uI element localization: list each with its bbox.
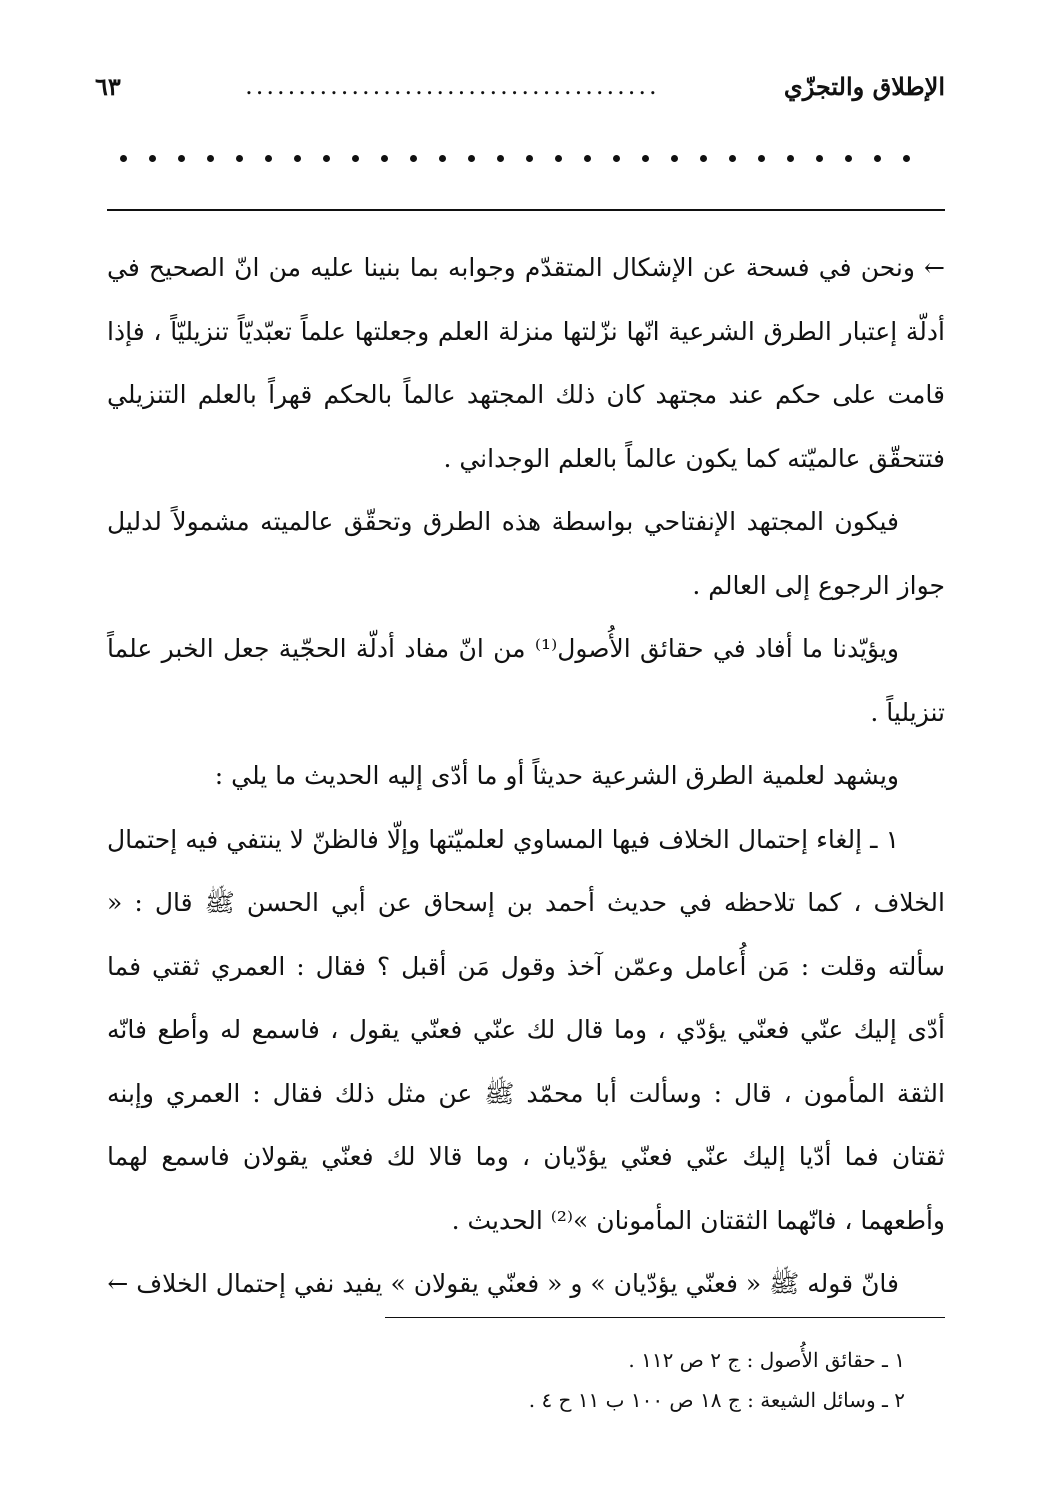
ornament-dot [758, 155, 765, 162]
paragraph: فانّ قوله ﷺ « فعنّي يؤدّيان » و « فعنّي يقولان » يفيد نفي إحتمال الخلاف ← [107, 1269, 899, 1298]
paragraph: ويشهد لعلمية الطرق الشرعية حديثاً أو ما أدّى إليه الحديث ما يلي : [214, 761, 899, 790]
ornament-dot [671, 155, 678, 162]
ornament-dot [178, 155, 185, 162]
ornament-dot [816, 155, 823, 162]
ornament-dot [526, 155, 533, 162]
ornament-dot [700, 155, 707, 162]
paragraph: ويؤيّدنا ما أفاد في حقائق الأُصول⁽¹⁾ من انّ مفاد أدلّة الحجّية جعل الخبر علماً تنزيلياً . [107, 634, 945, 727]
ornament-dot [845, 155, 852, 162]
ornament-dot [294, 155, 301, 162]
page-number: ٦٣ [95, 71, 121, 101]
header-divider [107, 209, 945, 211]
header-title: الإطلاق والتجزّي [783, 71, 945, 101]
footnote-2: ٢ ـ وسائل الشيعة : ج ١٨ ص ١٠٠ ب ١١ ح ٤ . [528, 1388, 905, 1412]
ornament-dot [613, 155, 620, 162]
ornament-dot [555, 155, 562, 162]
footnote-divider [385, 1317, 945, 1318]
footnotes [385, 1340, 905, 1420]
ornament-dot [149, 155, 156, 162]
ornament-dot [323, 155, 330, 162]
ornament-dot [584, 155, 591, 162]
ornament-dot [236, 155, 243, 162]
paragraph-continuation: ← ونحن في فسحة عن الإشكال المتقدّم وجوابه بما بنينا عليه من انّ الصحيح في أدلّة إعتبار الطرق الشرعية انّها نزّلتها منزلة العلم وجعلتها علماً تعبّديّاً تنزيليّاً ، فإذا قامت على حكم عند مجتهد كان ذلك المجتهد عالماً بالحكم قهراً بالعلم التنزيلي فتتحقّق عالميّته كما يكون عالماً بالعلم الوجداني . [107, 253, 945, 473]
ornament-dot [642, 155, 649, 162]
ornament-dot [874, 155, 881, 162]
running-header [95, 66, 945, 106]
ornament-dot [352, 155, 359, 162]
ornament-dot [439, 155, 446, 162]
ornament-dot [903, 155, 910, 162]
ornament-dot [497, 155, 504, 162]
ornament-dot [410, 155, 417, 162]
footnote-1: ١ ـ حقائق الأُصول : ج ٢ ص ١١٢ . [628, 1348, 905, 1372]
ornament-dot [381, 155, 388, 162]
ornament-dot [120, 155, 127, 162]
main-text [107, 236, 945, 1316]
ornament-dot [207, 155, 214, 162]
ornament-dot [468, 155, 475, 162]
paragraph-point-1: ١ ـ إلغاء إحتمال الخلاف فيها المساوي لعلميّتها وإلّا فالظنّ لا ينتفي فيه إحتمال الخلاف ، كما تلاحظه في حديث أحمد بن إسحاق عن أبي الحسن ﷺ قال : « سألته وقلت : مَن أُعامل وعمّن آخذ وقول مَن أقبل ؟ فقال : العمري ثقتي فما أدّى إليك عنّي فعنّي يؤدّي ، وما قال لك عنّي فعنّي يقول ، فاسمع له وأطع فانّه الثقة المأمون ، قال : وسألت أبا محمّد ﷺ عن مثل ذلك فقال : العمري وإبنه ثقتان فما أدّيا إليك عنّي فعنّي يؤدّيان ، وما قالا لك فعنّي يقولان فاسمع لهما وأطعهما ، فانّهما الثقتان المأمونان »⁽²⁾ الحديث . [107, 824, 945, 1235]
paragraph: فيكون المجتهد الإنفتاحي بواسطة هذه الطرق وتحقّق عالميته مشمولاً لدليل جواز الرجوع إلى العالم . [107, 507, 945, 600]
ornament-dot [787, 155, 794, 162]
ornament-dot [729, 155, 736, 162]
ornamental-dot-row [120, 155, 910, 162]
header-dot-leader: ....................................... [245, 72, 660, 100]
ornament-dot [265, 155, 272, 162]
